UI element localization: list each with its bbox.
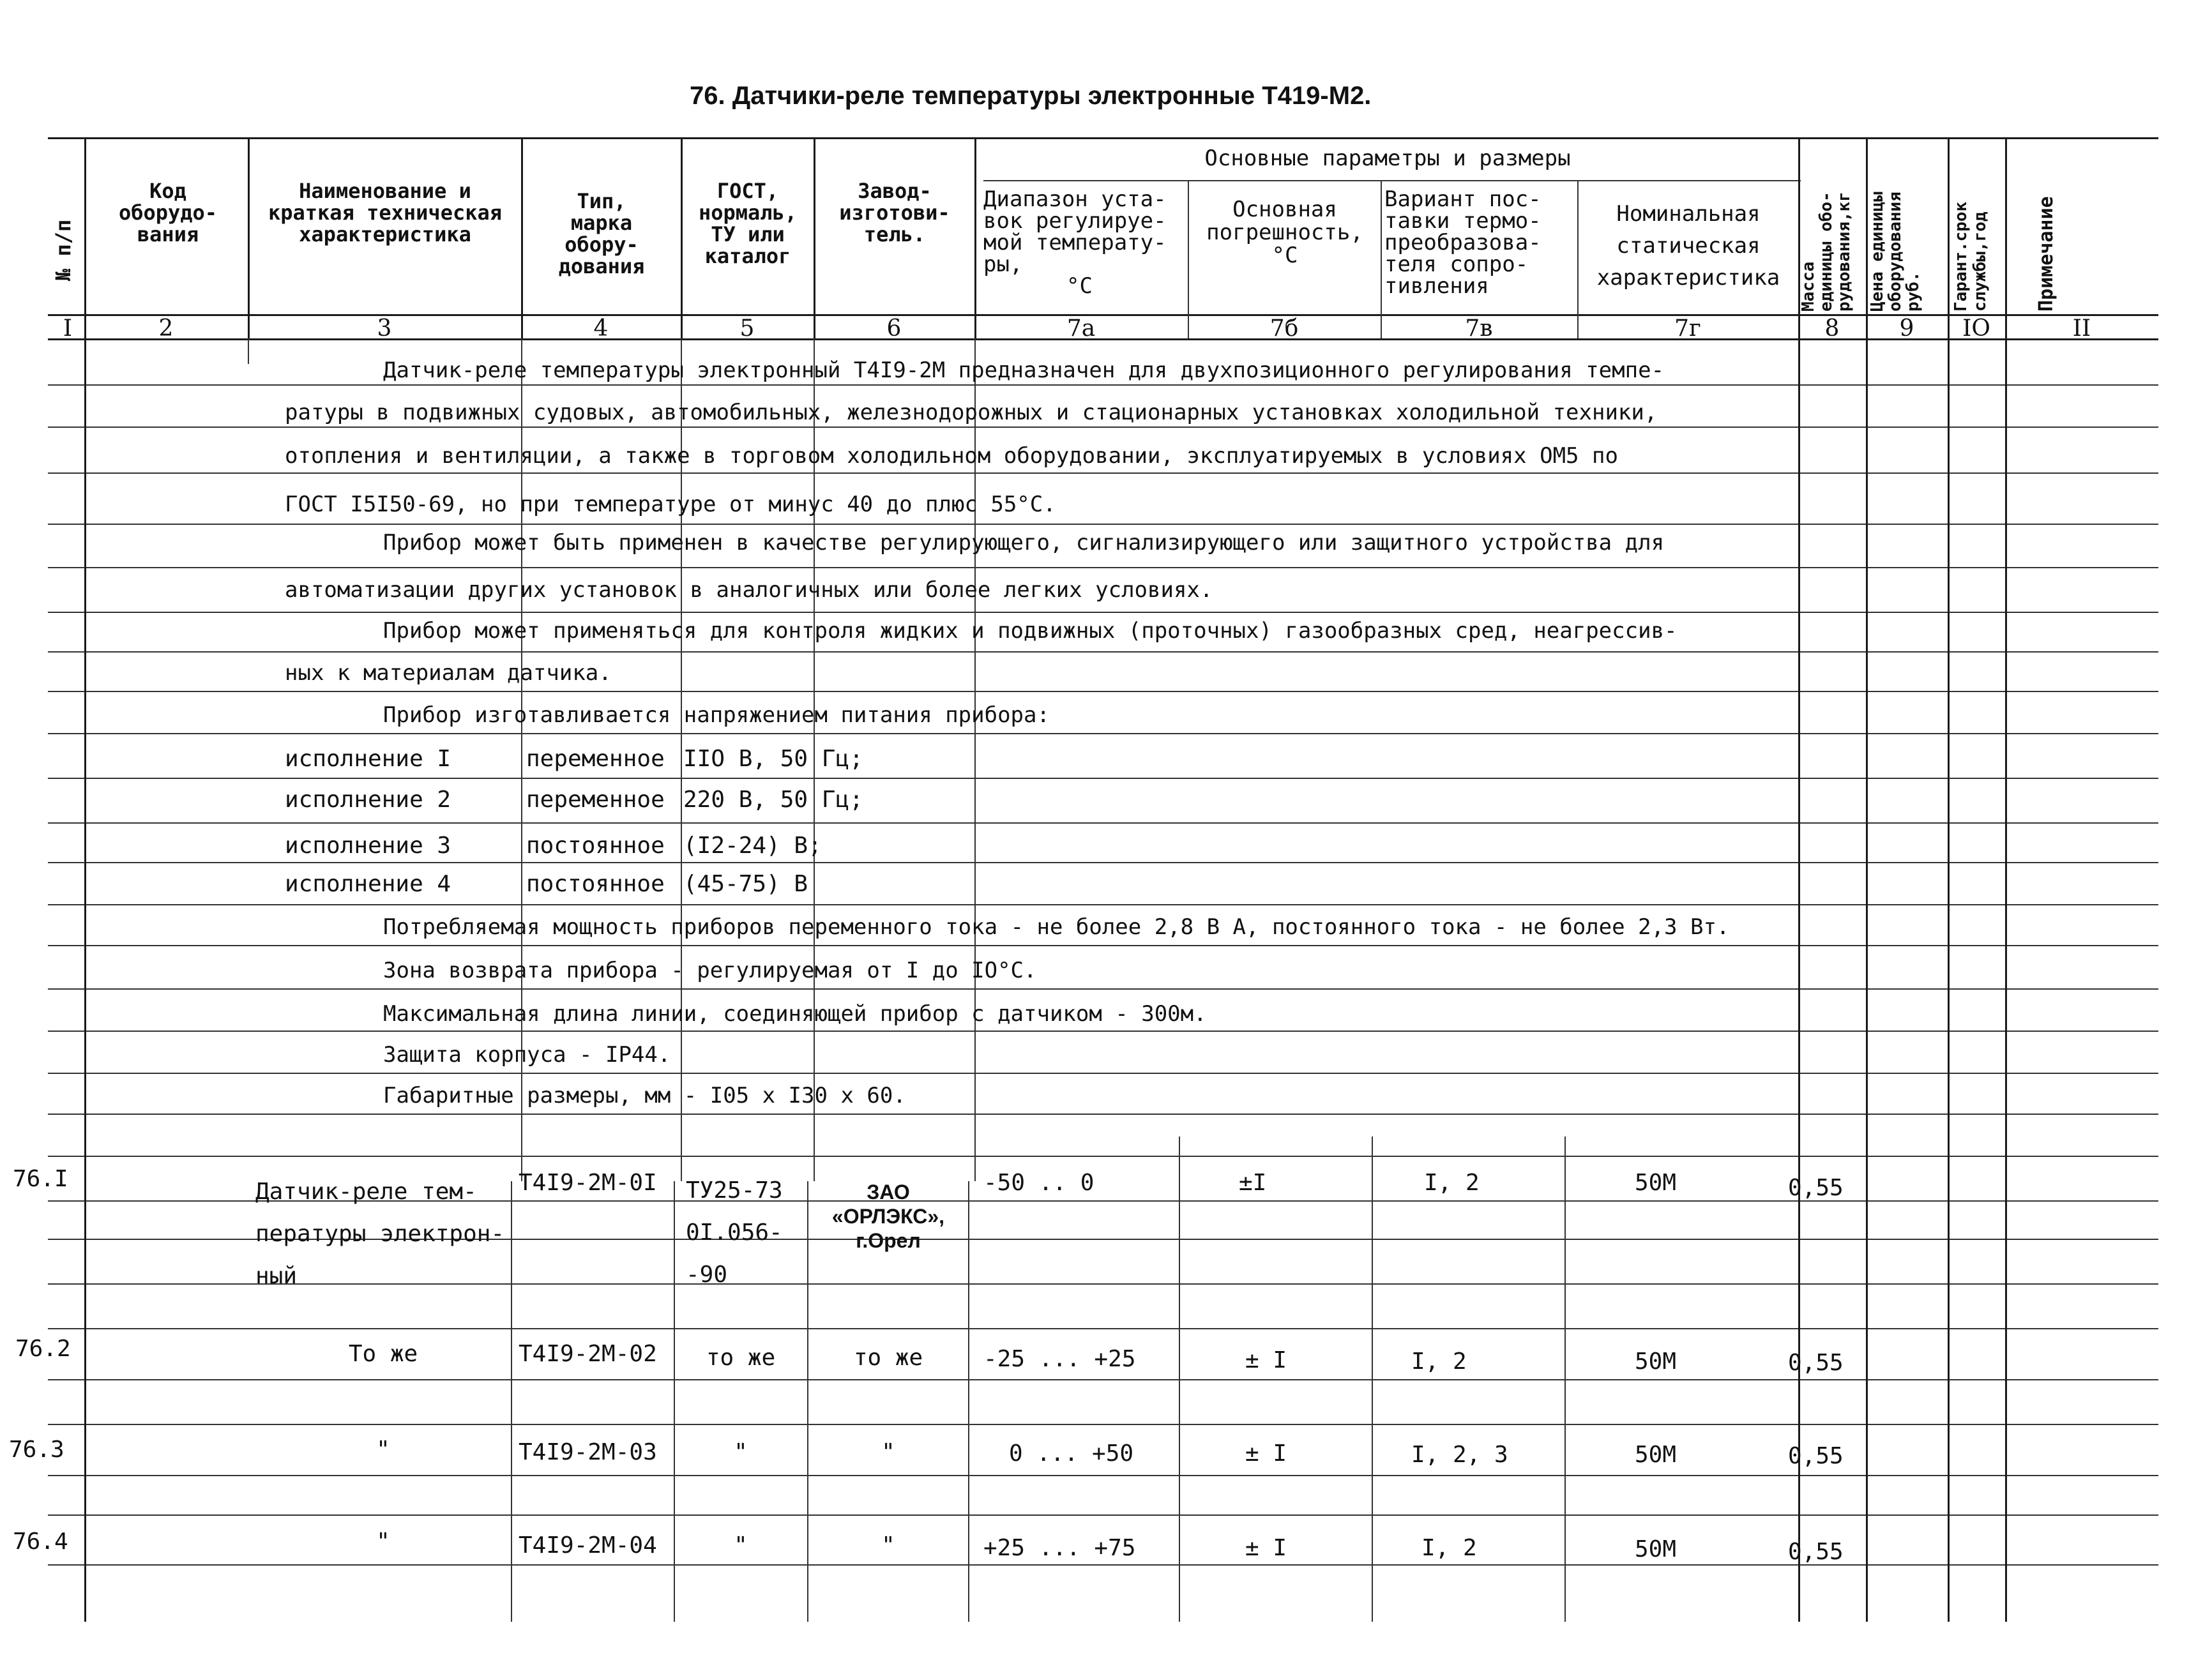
colnum: 7б [1269,315,1299,342]
row-char: 50М [1635,1170,1677,1196]
row-manufacturer: то же [853,1345,923,1371]
row-range: -50 .. 0 [983,1170,1095,1196]
row-type: Т4I9-2М-0I [519,1170,657,1196]
description-line: Датчик-реле температуры электронный Т4I9-2М предназначен для двухпозиционного регулирования темпе- [383,358,1665,383]
header-variant: Вариант пос- тавки термо- преобразова- теля сопро- тивления [1384,186,1542,299]
group-header-divider [983,180,1801,181]
row-name: То же [348,1341,418,1367]
description-line: Прибор может быть применен в качестве регулирующего, сигнализирующего или защитного устройства для [383,530,1665,555]
header-type: Тип, марка обору- дования [558,189,645,278]
colnum: 7в [1465,315,1493,342]
colnum: II [2072,315,2091,342]
row-range: -25 ... +25 [983,1346,1136,1372]
version-type: постоянное [526,871,665,897]
description-line: Прибор может применяться для контроля жидких и подвижных (проточных) газообразных сред, неагрессив- [383,618,1678,644]
header-static-char: Номинальная статическая характеристика [1596,201,1780,291]
row-mass: 0,55 [1788,1539,1844,1565]
colnum: 5 [739,315,755,342]
row-error: ± I [1245,1535,1287,1561]
col-border [1564,1137,1566,1622]
col-border [248,137,250,338]
col-border [974,137,976,338]
rule [48,1073,2158,1074]
col-border [1188,180,1189,338]
rule [48,651,2158,653]
rule [48,1379,2158,1380]
spec-line: Потребляемая мощность приборов переменного тока - не более 2,8 В А, постоянного тока - не более 2,3 Вт. [383,914,1730,940]
row-range: 0 ... +50 [1009,1440,1134,1467]
rule [48,862,2158,863]
rule [48,1514,2158,1516]
rule [48,1031,2158,1032]
colnum: 8 [1824,315,1840,342]
rule [48,472,2158,474]
rule [48,988,2158,990]
header-mass: Масса единицы обо- рудования,кг [1799,192,1854,312]
row-variant: I, 2 [1424,1170,1480,1196]
rule [48,945,2158,946]
row-number: 76.3 [9,1437,64,1463]
header-name: Наименование и краткая техническая характеристика [268,179,503,246]
col-border [1948,137,1950,1622]
version-name: исполнение 4 [285,871,451,897]
row-error: ±I [1239,1170,1267,1196]
header-range: Диапазон уста- вок регулируе- мой температу- ры, °C [983,186,1167,299]
version-name: исполнение 2 [285,787,451,813]
colnum: 7а [1066,315,1096,342]
row-char: 50М [1635,1442,1677,1468]
col-border [1577,180,1579,338]
rule [48,427,2158,428]
page-title: 76. Датчики-реле температуры электронные Т419-М2. [690,82,1372,110]
colnum: I [63,315,73,342]
row-gost: " [734,1532,748,1559]
version-type: переменное [526,746,665,772]
row-manufacturer: ЗАО «ОРЛЭКС», г.Орел [831,1181,945,1252]
row-name: " [376,1529,390,1555]
rule [48,691,2158,692]
col-border [1372,1137,1373,1622]
row-mass: 0,55 [1788,1443,1844,1469]
version-name: исполнение 3 [285,833,451,859]
colnum: 3 [377,315,392,342]
rule [48,733,2158,734]
table-top-border [48,137,2158,139]
header-num: № п/п [51,219,75,281]
row-gost: " [734,1439,748,1465]
header-notes: Примечание [2035,196,2057,312]
colnum: 2 [158,315,174,342]
description-line: автоматизации других установок в аналогичных или более легких условиях. [285,577,1213,603]
rule [48,822,2158,824]
row-char: 50М [1635,1536,1677,1562]
rule [48,778,2158,779]
row-error: ± I [1245,1440,1287,1467]
rule [48,1114,2158,1115]
header-gost: ГОСТ, нормаль, ТУ или каталог [698,179,798,268]
row-number: 76.2 [15,1336,71,1362]
version-value: (45-75) В [683,871,808,897]
row-type: Т4I9-2М-03 [519,1439,657,1465]
header-warranty: Гарант.срок службы,год [1951,201,1990,312]
rule [48,1424,2158,1425]
col-border [2005,137,2007,1622]
rule [48,904,2158,905]
spec-line: Габаритные размеры, мм - I05 x I30 x 60. [383,1083,906,1108]
row-type: Т4I9-2М-04 [519,1532,657,1559]
description-line: ратуры в подвижных судовых, автомобильных, железнодорожных и стационарных установках холодильной техники, [285,400,1658,425]
colnum: 6 [886,315,902,342]
col-border [84,137,86,1622]
header-group: Основные параметры и размеры [1204,146,1571,171]
row-variant: I, 2 [1411,1348,1467,1375]
version-type: постоянное [526,833,665,859]
row-error: ± I [1245,1347,1287,1373]
row-number: 76.4 [13,1529,68,1555]
col-border [248,338,249,364]
row-gost: то же [706,1345,776,1371]
row-variant: I, 2, 3 [1411,1442,1508,1468]
row-type: Т4I9-2М-02 [519,1341,657,1367]
row-manufacturer: " [881,1439,895,1465]
row-mass: 0,55 [1788,1175,1844,1201]
col-border [681,137,683,338]
row-gost: ТУ25-73 0I.056- -90 [686,1177,783,1288]
spec-line: Защита корпуса - IP44. [383,1042,671,1068]
version-value: 220 В, 50 Гц; [683,787,863,813]
row-manufacturer: " [881,1532,895,1559]
col-border [814,137,815,338]
rule [48,1156,2158,1157]
col-border [968,1181,969,1622]
colnum: 4 [593,315,609,342]
colnum: 7г [1674,315,1701,342]
spec-line: Зона возврата прибора - регулируемая от I до IO°С. [383,958,1037,983]
version-type: переменное [526,787,665,813]
row-number: 76.I [13,1166,68,1192]
version-value: IIO В, 50 Гц; [683,746,863,772]
row-name: " [376,1437,390,1463]
rule [48,1475,2158,1476]
description-line: ГОСТ I5I50-69, но при температуре от минус 40 до плюс 55°С. [285,492,1056,517]
row-char: 50М [1635,1348,1677,1375]
spec-line: Максимальная длина линии, соединяющей прибор с датчиком - 300м. [383,1001,1207,1027]
row-range: +25 ... +75 [983,1535,1136,1561]
row-name: Датчик-реле тем- пературы электрон- ный [255,1179,505,1289]
rule [48,612,2158,613]
description-line: отопления и вентиляции, а также в торговом холодильном оборудовании, эксплуатируемых в условиях ОМ5 по [285,443,1618,469]
rule [48,1328,2158,1329]
colnum: IO [1962,315,1990,342]
row-mass: 0,55 [1788,1350,1844,1376]
col-border [674,1181,675,1622]
rule [48,567,2158,568]
col-border [521,137,523,338]
version-name: исполнение I [285,746,451,772]
description-line: Прибор изготавливается напряжением питания прибора: [383,702,1050,728]
col-border [1381,180,1382,338]
header-error: Основная погрешность, °C [1206,197,1363,268]
header-code: Код оборудо- вания [118,179,218,246]
colnum: 9 [1899,315,1914,342]
header-manufacturer: Завод- изготови- тель. [839,179,950,246]
header-price: Цена единицы оборудования руб. [1868,192,1923,312]
description-line: ных к материалам датчика. [285,660,612,686]
col-border [1179,1137,1180,1622]
rule [48,384,2158,386]
col-border [1798,137,1800,1622]
col-border [1866,137,1868,1622]
version-value: (I2-24) В; [683,833,822,859]
rule [48,524,2158,525]
col-border [511,1181,512,1622]
row-variant: I, 2 [1421,1535,1477,1561]
